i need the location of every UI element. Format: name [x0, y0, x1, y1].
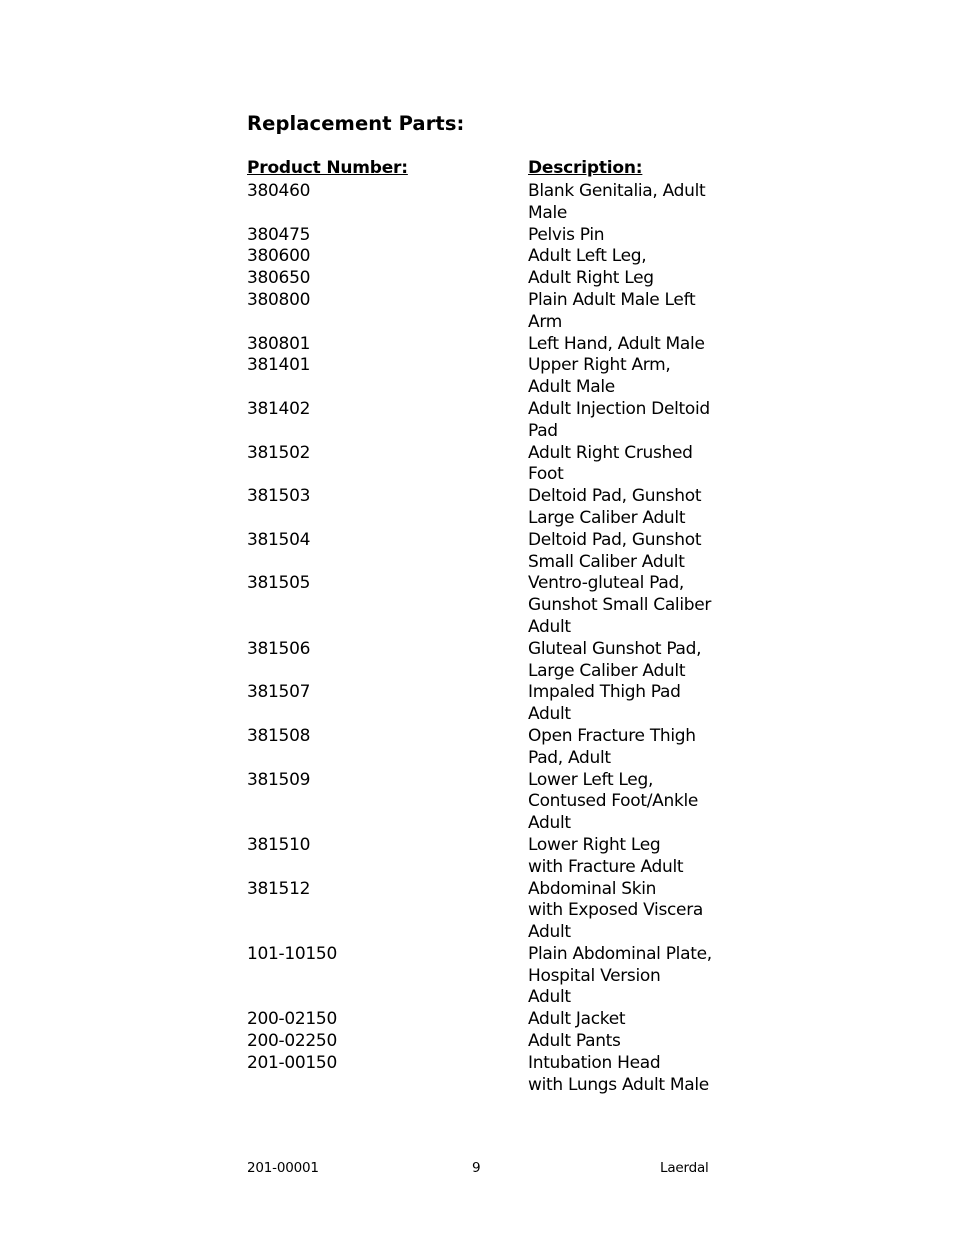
part-description-line: Deltoid Pad, Gunshot: [528, 486, 702, 507]
part-number: 381505: [247, 573, 311, 594]
part-description-line: with Lungs Adult Male: [528, 1074, 709, 1095]
part-number: 200-02150: [247, 1009, 337, 1030]
part-description: [528, 246, 718, 268]
part-description-line: Adult Injection Deltoid: [528, 398, 710, 419]
table-row: [247, 334, 727, 356]
part-description-line: Adult Male: [528, 377, 615, 398]
table-row: [247, 290, 727, 334]
part-description-line: Small Caliber Adult: [528, 551, 685, 572]
part-number: 381509: [247, 769, 311, 790]
part-description: [528, 399, 718, 443]
part-number: 381502: [247, 442, 311, 463]
part-description-line: Deltoid Pad, Gunshot: [528, 529, 702, 550]
part-description-line: Impaled Thigh Pad: [528, 682, 681, 703]
product-number-header: Product Number:: [247, 158, 408, 178]
part-description: [528, 879, 718, 944]
part-number: 381507: [247, 682, 311, 703]
part-description: [528, 268, 718, 290]
part-number: 380600: [247, 246, 311, 267]
part-number: 201-00150: [247, 1052, 337, 1073]
part-description-line: Plain Abdominal Plate,: [528, 943, 712, 964]
part-description: [528, 1009, 718, 1031]
part-description-line: Ventro-gluteal Pad,: [528, 573, 685, 594]
part-description: [528, 1053, 718, 1097]
part-description: [528, 486, 718, 530]
part-description: [528, 835, 718, 879]
part-description-line: Gunshot Small Caliber: [528, 595, 712, 616]
table-row: [247, 573, 727, 638]
part-number: 380801: [247, 333, 311, 354]
part-description-line: Pad: [528, 420, 558, 441]
part-description-line: Lower Left Leg,: [528, 769, 654, 790]
part-description-line: Left Hand, Adult Male: [528, 333, 705, 354]
table-row: [247, 770, 727, 835]
part-description: [528, 334, 718, 356]
part-description-line: Hospital Version: [528, 965, 661, 986]
part-description: [528, 290, 718, 334]
parts-list: [247, 181, 727, 1096]
part-description: [528, 225, 718, 247]
part-description: [528, 355, 718, 399]
part-number: 380475: [247, 224, 311, 245]
table-row: [247, 639, 727, 683]
table-row: [247, 726, 727, 770]
part-description-line: Intubation Head: [528, 1052, 661, 1073]
part-description-line: Open Fracture Thigh: [528, 725, 696, 746]
part-description-line: Adult: [528, 922, 571, 943]
table-row: [247, 1053, 727, 1097]
table-row: [247, 1009, 727, 1031]
table-row: [247, 1031, 727, 1053]
part-description: [528, 682, 718, 726]
part-number: 381508: [247, 725, 311, 746]
table-row: [247, 225, 727, 247]
part-description: [528, 1031, 718, 1053]
part-description-line: Arm: [528, 311, 562, 332]
footer-doc-number: 201-00001: [247, 1160, 319, 1176]
part-description-line: Adult: [528, 704, 571, 725]
part-number: 381510: [247, 834, 311, 855]
part-description: [528, 639, 718, 683]
part-description: [528, 573, 718, 638]
part-number: 381503: [247, 486, 311, 507]
part-description-line: Contused Foot/Ankle: [528, 791, 699, 812]
part-description-line: Gluteal Gunshot Pad,: [528, 638, 702, 659]
part-number: 380800: [247, 289, 311, 310]
table-row: [247, 530, 727, 574]
part-description-line: Large Caliber Adult: [528, 660, 686, 681]
table-row: [247, 443, 727, 487]
part-description-line: Upper Right Arm,: [528, 355, 671, 376]
part-description: [528, 181, 718, 225]
footer-page-number: 9: [472, 1160, 481, 1176]
part-description: [528, 726, 718, 770]
part-description-line: Plain Adult Male Left: [528, 289, 696, 310]
part-number: 381402: [247, 398, 311, 419]
page-title: Replacement Parts:: [247, 112, 465, 135]
part-number: 381401: [247, 355, 311, 376]
part-description-line: with Fracture Adult: [528, 856, 684, 877]
part-description-line: Adult Jacket: [528, 1009, 626, 1030]
part-description-line: Adult: [528, 813, 571, 834]
table-row: [247, 682, 727, 726]
table-row: [247, 879, 727, 944]
part-description-line: Adult Right Crushed: [528, 442, 693, 463]
table-row: [247, 944, 727, 1009]
part-description-line: Adult Left Leg,: [528, 246, 647, 267]
part-description-line: Foot: [528, 464, 564, 485]
part-description-line: Large Caliber Adult: [528, 507, 686, 528]
table-row: [247, 355, 727, 399]
part-description: [528, 530, 718, 574]
table-row: [247, 486, 727, 530]
part-description: [528, 770, 718, 835]
part-number: 101-10150: [247, 943, 337, 964]
part-description-line: Male: [528, 202, 568, 223]
part-description-line: Adult: [528, 616, 571, 637]
part-number: 381506: [247, 638, 311, 659]
part-description: [528, 443, 718, 487]
part-number: 380650: [247, 268, 311, 289]
part-description-line: Lower Right Leg: [528, 834, 661, 855]
part-description-line: with Exposed Viscera: [528, 900, 704, 921]
table-row: [247, 835, 727, 879]
part-description-line: Blank Genitalia, Adult: [528, 181, 706, 201]
table-row: [247, 399, 727, 443]
part-description-line: Pelvis Pin: [528, 224, 605, 245]
part-description-line: Adult: [528, 987, 571, 1008]
table-row: [247, 181, 727, 225]
part-number: 200-02250: [247, 1031, 337, 1052]
part-description: [528, 944, 718, 1009]
table-row: [247, 268, 727, 290]
part-number: 380460: [247, 181, 311, 201]
description-header: Description:: [528, 158, 643, 178]
part-description-line: Pad, Adult: [528, 747, 611, 768]
part-description-line: Adult Right Leg: [528, 268, 654, 289]
footer-brand: Laerdal: [660, 1160, 709, 1176]
part-number: 381512: [247, 878, 311, 899]
part-description-line: Adult Pants: [528, 1031, 621, 1052]
table-row: [247, 246, 727, 268]
part-description-line: Abdominal Skin: [528, 878, 657, 899]
part-number: 381504: [247, 529, 311, 550]
